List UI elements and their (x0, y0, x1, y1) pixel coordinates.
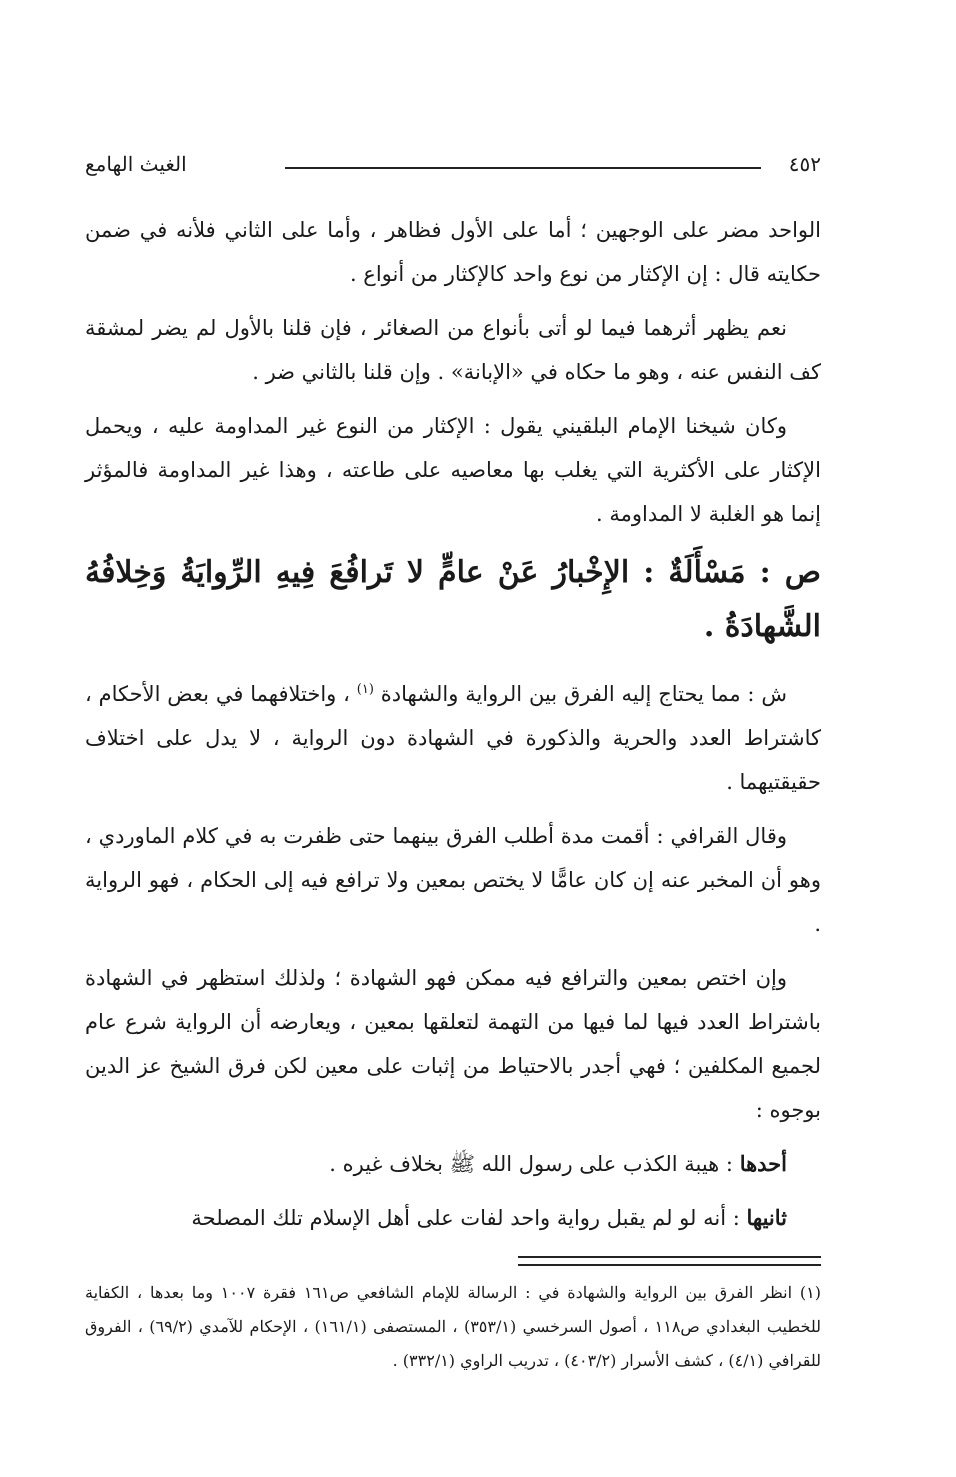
point-1-label: أحدها (739, 1151, 787, 1176)
footnote-separator (518, 1256, 821, 1266)
paragraph-5: وقال القرافي : أقمت مدة أطلب الفرق بينهما حتى ظفرت به في كلام الماوردي ، وهو أن المخبر عنه إن كان عامًّا لا يختص بمعين ولا ترافع فيه إلى الحكام ، فهو الرواية . (85, 824, 821, 936)
paragraph-4-start: ش : مما يحتاج إليه الفرق بين الرواية والشهادة (380, 682, 787, 706)
point-1-text: : هيبة الكذب على رسول الله ﷺ بخلاف غيره . (329, 1152, 733, 1176)
paragraph-1: الواحد مضر على الوجهين ؛ أما على الأول فظاهر ، وأما على الثاني فلأنه في ضمن حكايته قال : إن الإكثار من نوع واحد كالإكثار من أنواع . (85, 218, 821, 286)
paragraph-4-end: ، واختلافهما في بعض الأحكام ، كاشتراط العدد والحرية والذكورة في الشهادة دون الرواية ، لا يدل على اختلاف حقيقتيهما . (85, 682, 821, 794)
paragraph-4 (85, 668, 821, 804)
header-rule (285, 167, 761, 169)
point-2-label: ثانيها (746, 1205, 787, 1230)
paragraph-8 (85, 1196, 821, 1240)
page-header (85, 152, 821, 182)
footnote: (١) انظر الفرق بين الرواية والشهادة في : الرسالة للإمام الشافعي ص١٦١ فقرة ١٠٠٧ وما بعدها ، الكفاية للخطيب البغدادي ص١١٨ ، أصول السرخسي (٣٥٣/١) ، المستصفى (١٦١/١) ، الإحكام للآمدي (٦٩/٢) ، الفروق للقرافي (٤/١) ، كشف الأسرار (٤٠٣/٢) ، تدريب الراوي (٣٣٢/١) . (85, 1283, 821, 1370)
page-number: ٤٥٢ (788, 152, 821, 176)
paragraph-6: وإن اختص بمعين والترافع فيه ممكن فهو الشهادة ؛ ولذلك استظهر في الشهادة باشتراط العدد فيها لما فيها من التهمة لتعلقها بمعين ، ويعارضه أن الرواية شرع عام لجميع المكلفين ؛ فهي أجدر بالاحتياط من إثبات على معين لكن فرق الشيخ عز الدين بوجوه : (85, 966, 821, 1122)
running-title: الغيث الهامع (85, 152, 187, 176)
paragraph-2: نعم يظهر أثرهما فيما لو أتى بأنواع من الصغائر ، فإن قلنا بالأول لم يضر لمشقة كف النفس عنه ، وهو ما حكاه في «الإبانة» . وإن قلنا بالثاني ضر . (85, 316, 821, 384)
footnote-reference[interactable]: (١) (356, 682, 374, 697)
masala-heading: ص : مَسْأَلَةٌ : الإِخْبارُ عَنْ عامٍّ لا تَرافُعَ فِيهِ الرِّوايَةُ وَخِلافُهُ الشَّهادَةُ . (85, 555, 821, 644)
paragraph-7 (85, 1142, 821, 1186)
point-2-text: : أنه لو لم يقبل رواية واحد لفات على أهل الإسلام تلك المصلحة (191, 1206, 740, 1230)
paragraph-3: وكان شيخنا الإمام البلقيني يقول : الإكثار من النوع غير المداومة عليه ، ويحمل الإكثار على الأكثرية التي يغلب بها معاصيه على طاعته ، وهذا غير المداومة فالمؤثر إنما هو الغلبة لا المداومة . (85, 414, 821, 526)
main-text (85, 208, 821, 1250)
